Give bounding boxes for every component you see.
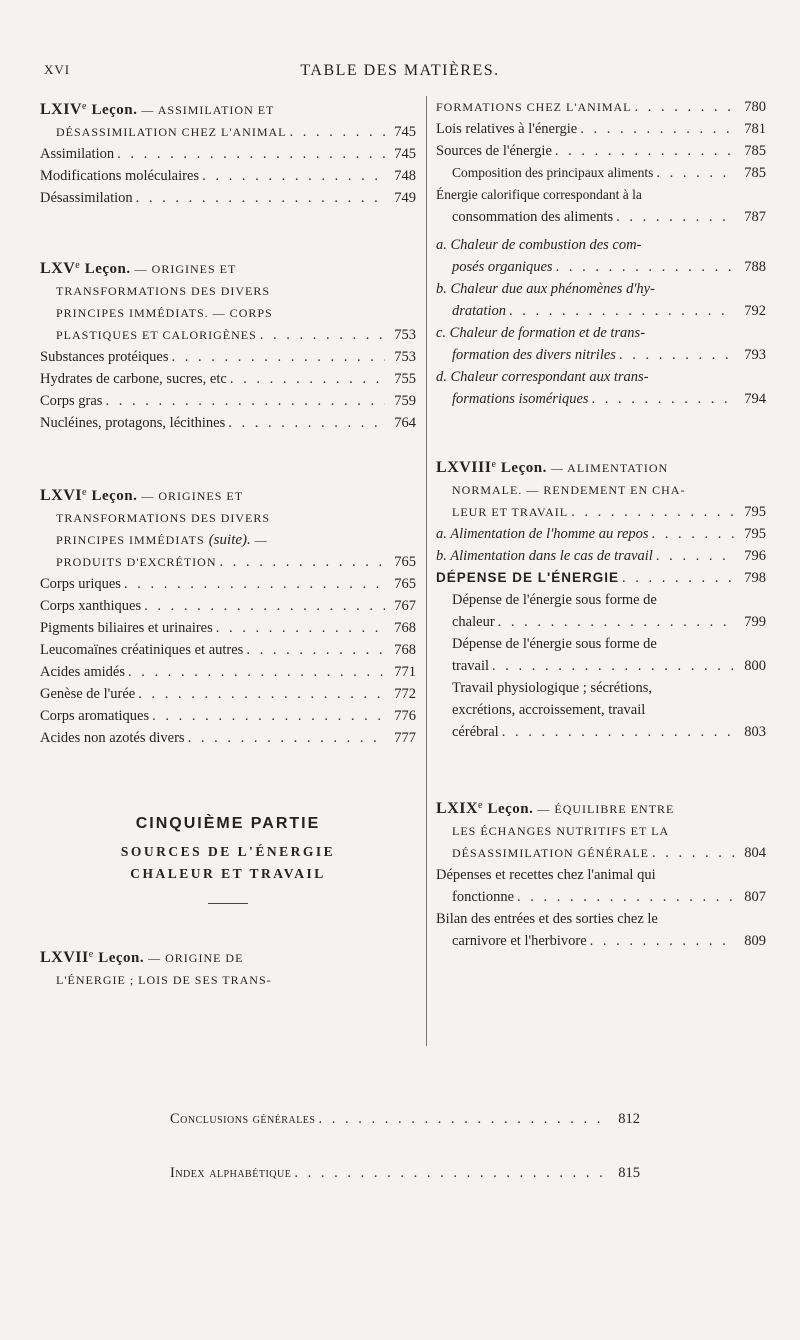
toc-label: Corps gras [40, 393, 103, 409]
toc-label: excrétions, accroissement, travail [452, 702, 646, 718]
lecon-heading [40, 96, 416, 121]
ordinal-suffix: e [82, 487, 88, 498]
page-header [0, 62, 800, 82]
lecon-word: Leçon. [500, 460, 547, 476]
toc-entry [436, 721, 766, 743]
toc-label: Hydrates de carbone, sucres, etc [40, 371, 227, 387]
leader-dots [652, 842, 735, 864]
lecon-heading [40, 255, 416, 324]
toc-label: Dépense de l'énergie sous forme de [452, 592, 657, 608]
toc-label: DÉSASSIMILATION CHEZ L'ANIMAL [56, 125, 287, 139]
toc-entry [40, 617, 416, 639]
lecon-title-line: TRANSFORMATIONS DES DIVERS [56, 511, 271, 525]
toc-label: chaleur [452, 614, 495, 630]
part-number: CINQUIÈME PARTIE [135, 815, 321, 832]
lecon-number: LXIX [436, 800, 479, 817]
leader-dots [619, 344, 735, 366]
lecon-65 [40, 255, 416, 434]
toc-entry [436, 300, 766, 322]
leader-dots [592, 388, 735, 410]
title-suite: (suite). [208, 532, 251, 548]
toc-page: 785 [744, 165, 766, 181]
leader-dots [580, 118, 735, 140]
lecon-68 [436, 454, 766, 743]
toc-page: 793 [744, 347, 766, 363]
toc-entry [40, 661, 416, 683]
toc-entry [40, 573, 416, 595]
toc-entry [40, 412, 416, 434]
toc-entry [170, 1162, 640, 1184]
toc-label: Acides non azotés divers [40, 730, 185, 746]
leader-dots [188, 727, 385, 749]
lecon-heading [436, 795, 766, 842]
toc-label: formation des divers nitriles [452, 347, 616, 363]
leader-dots [124, 573, 385, 595]
toc-page: 772 [394, 686, 416, 702]
toc-page: 768 [394, 620, 416, 636]
page-folio: XVI [44, 62, 71, 77]
leader-dots [622, 567, 735, 589]
toc-entry [40, 165, 416, 187]
toc-page: 785 [744, 143, 766, 159]
toc-entry [40, 551, 416, 573]
leader-dots [656, 162, 735, 184]
toc-page: 767 [394, 598, 416, 614]
toc-entry [40, 121, 416, 143]
toc-label: Assimilation [40, 146, 115, 162]
lecon-word: Leçon. [98, 950, 145, 966]
leader-dots [260, 324, 385, 346]
title-dash: — [250, 533, 268, 547]
lecon-word: Leçon. [487, 801, 534, 817]
leader-dots [138, 683, 385, 705]
toc-page: 792 [744, 303, 766, 319]
part-subtitle: CHALEUR ET TRAVAIL [130, 866, 326, 881]
leader-dots [144, 595, 385, 617]
toc-page: 787 [744, 209, 766, 225]
toc-label: a. Alimentation de l'homme au repos [436, 526, 649, 542]
lecon-word: Leçon. [84, 261, 131, 277]
toc-page: 764 [394, 415, 416, 431]
leader-dots [502, 721, 735, 743]
lecon-number: LXVI [40, 487, 83, 504]
lecon-heading [40, 944, 416, 991]
toc-label: Corps xanthiques [40, 598, 142, 614]
toc-label: Corps uriques [40, 576, 121, 592]
leader-dots [246, 639, 385, 661]
leader-dots [202, 165, 385, 187]
leader-dots [171, 346, 385, 368]
toc-label: travail [452, 658, 490, 674]
lecon-heading [40, 482, 416, 551]
toc-entry [436, 96, 766, 118]
toc-label: Lois relatives à l'énergie [436, 121, 578, 137]
toc-page: 795 [744, 526, 766, 542]
toc-label: FORMATIONS CHEZ L'ANIMAL [436, 100, 632, 114]
toc-label: Énergie calorifique correspondant à la [436, 187, 642, 202]
running-title: TABLE DES MATIÈRES. [300, 62, 500, 79]
toc-label: posés organiques [452, 259, 553, 275]
toc-label: Dépenses et recettes chez l'animal qui [436, 867, 656, 883]
leader-dots [571, 501, 735, 523]
lecon-title: — ORIGINES ET [137, 489, 244, 503]
leader-dots [517, 886, 735, 908]
leader-dots [230, 368, 385, 390]
lecon-number: LXV [40, 260, 76, 277]
part-rule [208, 903, 248, 904]
ordinal-suffix: e [75, 260, 81, 271]
toc-entry [40, 683, 416, 705]
toc-page: 809 [744, 933, 766, 949]
leader-dots [590, 930, 735, 952]
toc-label: PRODUITS D'EXCRÉTION [56, 555, 217, 569]
toc-page: 745 [394, 146, 416, 162]
column-divider [426, 96, 427, 1046]
toc-label: Désassimilation [40, 190, 133, 206]
toc-label: Leucomaïnes créatiniques et autres [40, 642, 244, 658]
toc-label: Bilan des entrées et des sorties chez le [436, 911, 658, 927]
toc-entry [436, 523, 766, 545]
toc-page: 781 [744, 121, 766, 137]
toc-entry [40, 346, 416, 368]
lecon-title: — ASSIMILATION ET [137, 103, 275, 117]
toc-label: DÉPENSE DE L'ÉNERGIE [436, 570, 619, 585]
toc-page: 807 [744, 889, 766, 905]
toc-entry [170, 1108, 640, 1130]
lecon-title-line [40, 529, 416, 551]
leader-dots [652, 523, 735, 545]
toc-label: Modifications moléculaires [40, 168, 200, 184]
toc-label: dratation [452, 303, 506, 319]
toc-entry [436, 501, 766, 523]
toc-entry [436, 140, 766, 162]
lecon-title-line: NORMALE. — RENDEMENT EN CHA- [452, 483, 686, 497]
leader-dots [656, 545, 735, 567]
lecon-title: — ALIMENTATION [546, 461, 669, 475]
toc-label: b. Chaleur due aux phénomènes d'hy- [436, 281, 655, 297]
toc-label: DÉSASSIMILATION GÉNÉRALE [452, 846, 649, 860]
toc-entry [436, 842, 766, 864]
ordinal-suffix: e [491, 459, 497, 470]
toc-entry [436, 388, 766, 410]
toc-label: Travail physiologique ; sécrétions, [452, 680, 653, 696]
toc-page: 804 [744, 845, 766, 861]
toc-label: PLASTIQUES ET CALORIGÈNES [56, 328, 257, 342]
toc-entry [436, 886, 766, 908]
toc-page: 776 [394, 708, 416, 724]
toc-entry [436, 655, 766, 677]
leader-dots [294, 1162, 609, 1184]
leader-dots [228, 412, 385, 434]
toc-label: a. Chaleur de combustion des com- [436, 237, 642, 253]
toc-entry [436, 930, 766, 952]
toc-entry [436, 344, 766, 366]
toc-page: 768 [394, 642, 416, 658]
toc-page: 777 [394, 730, 416, 746]
leader-dots [220, 551, 386, 573]
leader-dots [509, 300, 735, 322]
leader-dots [216, 617, 385, 639]
toc-entry [40, 390, 416, 412]
conclusions-entry [0, 1108, 800, 1130]
lecon-64 [40, 96, 416, 209]
leader-dots [635, 96, 736, 118]
toc-entry [40, 727, 416, 749]
toc-label: formations isomériques [452, 391, 589, 407]
toc-label: Composition des principaux aliments [452, 165, 654, 180]
toc-entry [436, 545, 766, 567]
toc-page: 753 [394, 349, 416, 365]
toc-entry [436, 611, 766, 633]
toc-label: Dépense de l'énergie sous forme de [452, 636, 657, 652]
part-heading [40, 811, 416, 904]
toc-entry [40, 705, 416, 727]
part-title: SOURCES DE L'ÉNERGIE [120, 844, 336, 859]
toc-label: fonctionne [452, 889, 515, 905]
toc-page: 788 [744, 259, 766, 275]
ordinal-suffix: e [82, 101, 88, 112]
toc-page: 798 [744, 570, 766, 586]
toc-label: Acides amidés [40, 664, 125, 680]
lecon-title: — ORIGINE DE [144, 951, 244, 965]
toc-label: cérébral [452, 724, 499, 740]
leader-dots [318, 1108, 609, 1130]
lecon-number: LXIV [40, 101, 83, 118]
toc-entry [436, 567, 766, 589]
toc-entry [40, 143, 416, 165]
toc-entry [40, 187, 416, 209]
toc-label: b. Alimentation dans le cas de travail [436, 548, 653, 564]
toc-entry [40, 595, 416, 617]
toc-label: c. Chaleur de formation et de trans- [436, 325, 646, 341]
toc-label: Conclusions générales [170, 1111, 316, 1127]
leader-dots [555, 140, 735, 162]
toc-page: 800 [744, 658, 766, 674]
toc-page: 748 [394, 168, 416, 184]
lecon-word: Leçon. [91, 102, 138, 118]
ordinal-suffix: e [88, 949, 95, 960]
toc-label: carnivore et l'herbivore [452, 933, 587, 949]
toc-page: 745 [394, 124, 416, 140]
title-part: PRINCIPES IMMÉDIATS [56, 533, 209, 547]
right-column [436, 96, 766, 952]
toc-label: Substances protéiques [40, 349, 169, 365]
leader-dots [556, 256, 735, 278]
toc-page: 753 [394, 327, 416, 343]
index-entry [0, 1162, 800, 1184]
toc-entry [436, 162, 766, 184]
toc-entry [436, 206, 766, 228]
leader-dots [492, 655, 735, 677]
toc-entry [436, 118, 766, 140]
toc-label: Sources de l'énergie [436, 143, 552, 159]
toc-label: consommation des aliments [452, 209, 614, 225]
toc-page: 796 [744, 548, 766, 564]
toc-label: Index alphabétique [170, 1165, 292, 1181]
lecon-heading [436, 454, 766, 501]
left-column [40, 96, 416, 991]
lecon-title: — ÉQUILIBRE ENTRE [533, 802, 675, 816]
toc-page: 815 [618, 1165, 640, 1181]
lecon-number: LXVII [40, 949, 89, 966]
lecon-title-line: LES ÉCHANGES NUTRITIFS ET LA [452, 824, 670, 838]
lecon-title-line: PRINCIPES IMMÉDIATS. — CORPS [56, 306, 273, 320]
toc-page: 755 [394, 371, 416, 387]
toc-label: Genèse de l'urée [40, 686, 136, 702]
toc-entry [40, 368, 416, 390]
leader-dots [290, 121, 386, 143]
toc-page: 803 [744, 724, 766, 740]
toc-page: 749 [394, 190, 416, 206]
lecon-title-line: TRANSFORMATIONS DES DIVERS [56, 284, 271, 298]
toc-label: Pigments biliaires et urinaires [40, 620, 213, 636]
toc-label: Nucléines, protagons, lécithines [40, 415, 226, 431]
lecon-word: Leçon. [91, 488, 138, 504]
toc-page: 759 [394, 393, 416, 409]
toc-entry [40, 639, 416, 661]
toc-page: 799 [744, 614, 766, 630]
leader-dots [117, 143, 385, 165]
toc-label: LEUR ET TRAVAIL [452, 505, 569, 519]
leader-dots [128, 661, 385, 683]
toc-page: 795 [744, 504, 766, 520]
toc-page: 812 [618, 1111, 640, 1127]
leader-dots [616, 206, 735, 228]
toc-entry [436, 256, 766, 278]
toc-page: 780 [744, 99, 766, 115]
lecon-66 [40, 482, 416, 749]
toc-page: 765 [394, 554, 416, 570]
leader-dots [498, 611, 735, 633]
lecon-number: LXVIII [436, 459, 492, 476]
toc-page: 765 [394, 576, 416, 592]
toc-page: 794 [744, 391, 766, 407]
lecon-67 [40, 944, 416, 991]
leader-dots [152, 705, 385, 727]
toc-label: Corps aromatiques [40, 708, 150, 724]
leader-dots [136, 187, 385, 209]
ordinal-suffix: e [478, 800, 484, 811]
lecon-title-line: L'ÉNERGIE ; LOIS DE SES TRANS- [56, 973, 272, 987]
toc-entry [40, 324, 416, 346]
toc-page: 771 [394, 664, 416, 680]
lecon-title: — ORIGINES ET [130, 262, 237, 276]
leader-dots [105, 390, 385, 412]
lecon-69 [436, 795, 766, 952]
toc-label: d. Chaleur correspondant aux trans- [436, 369, 649, 385]
